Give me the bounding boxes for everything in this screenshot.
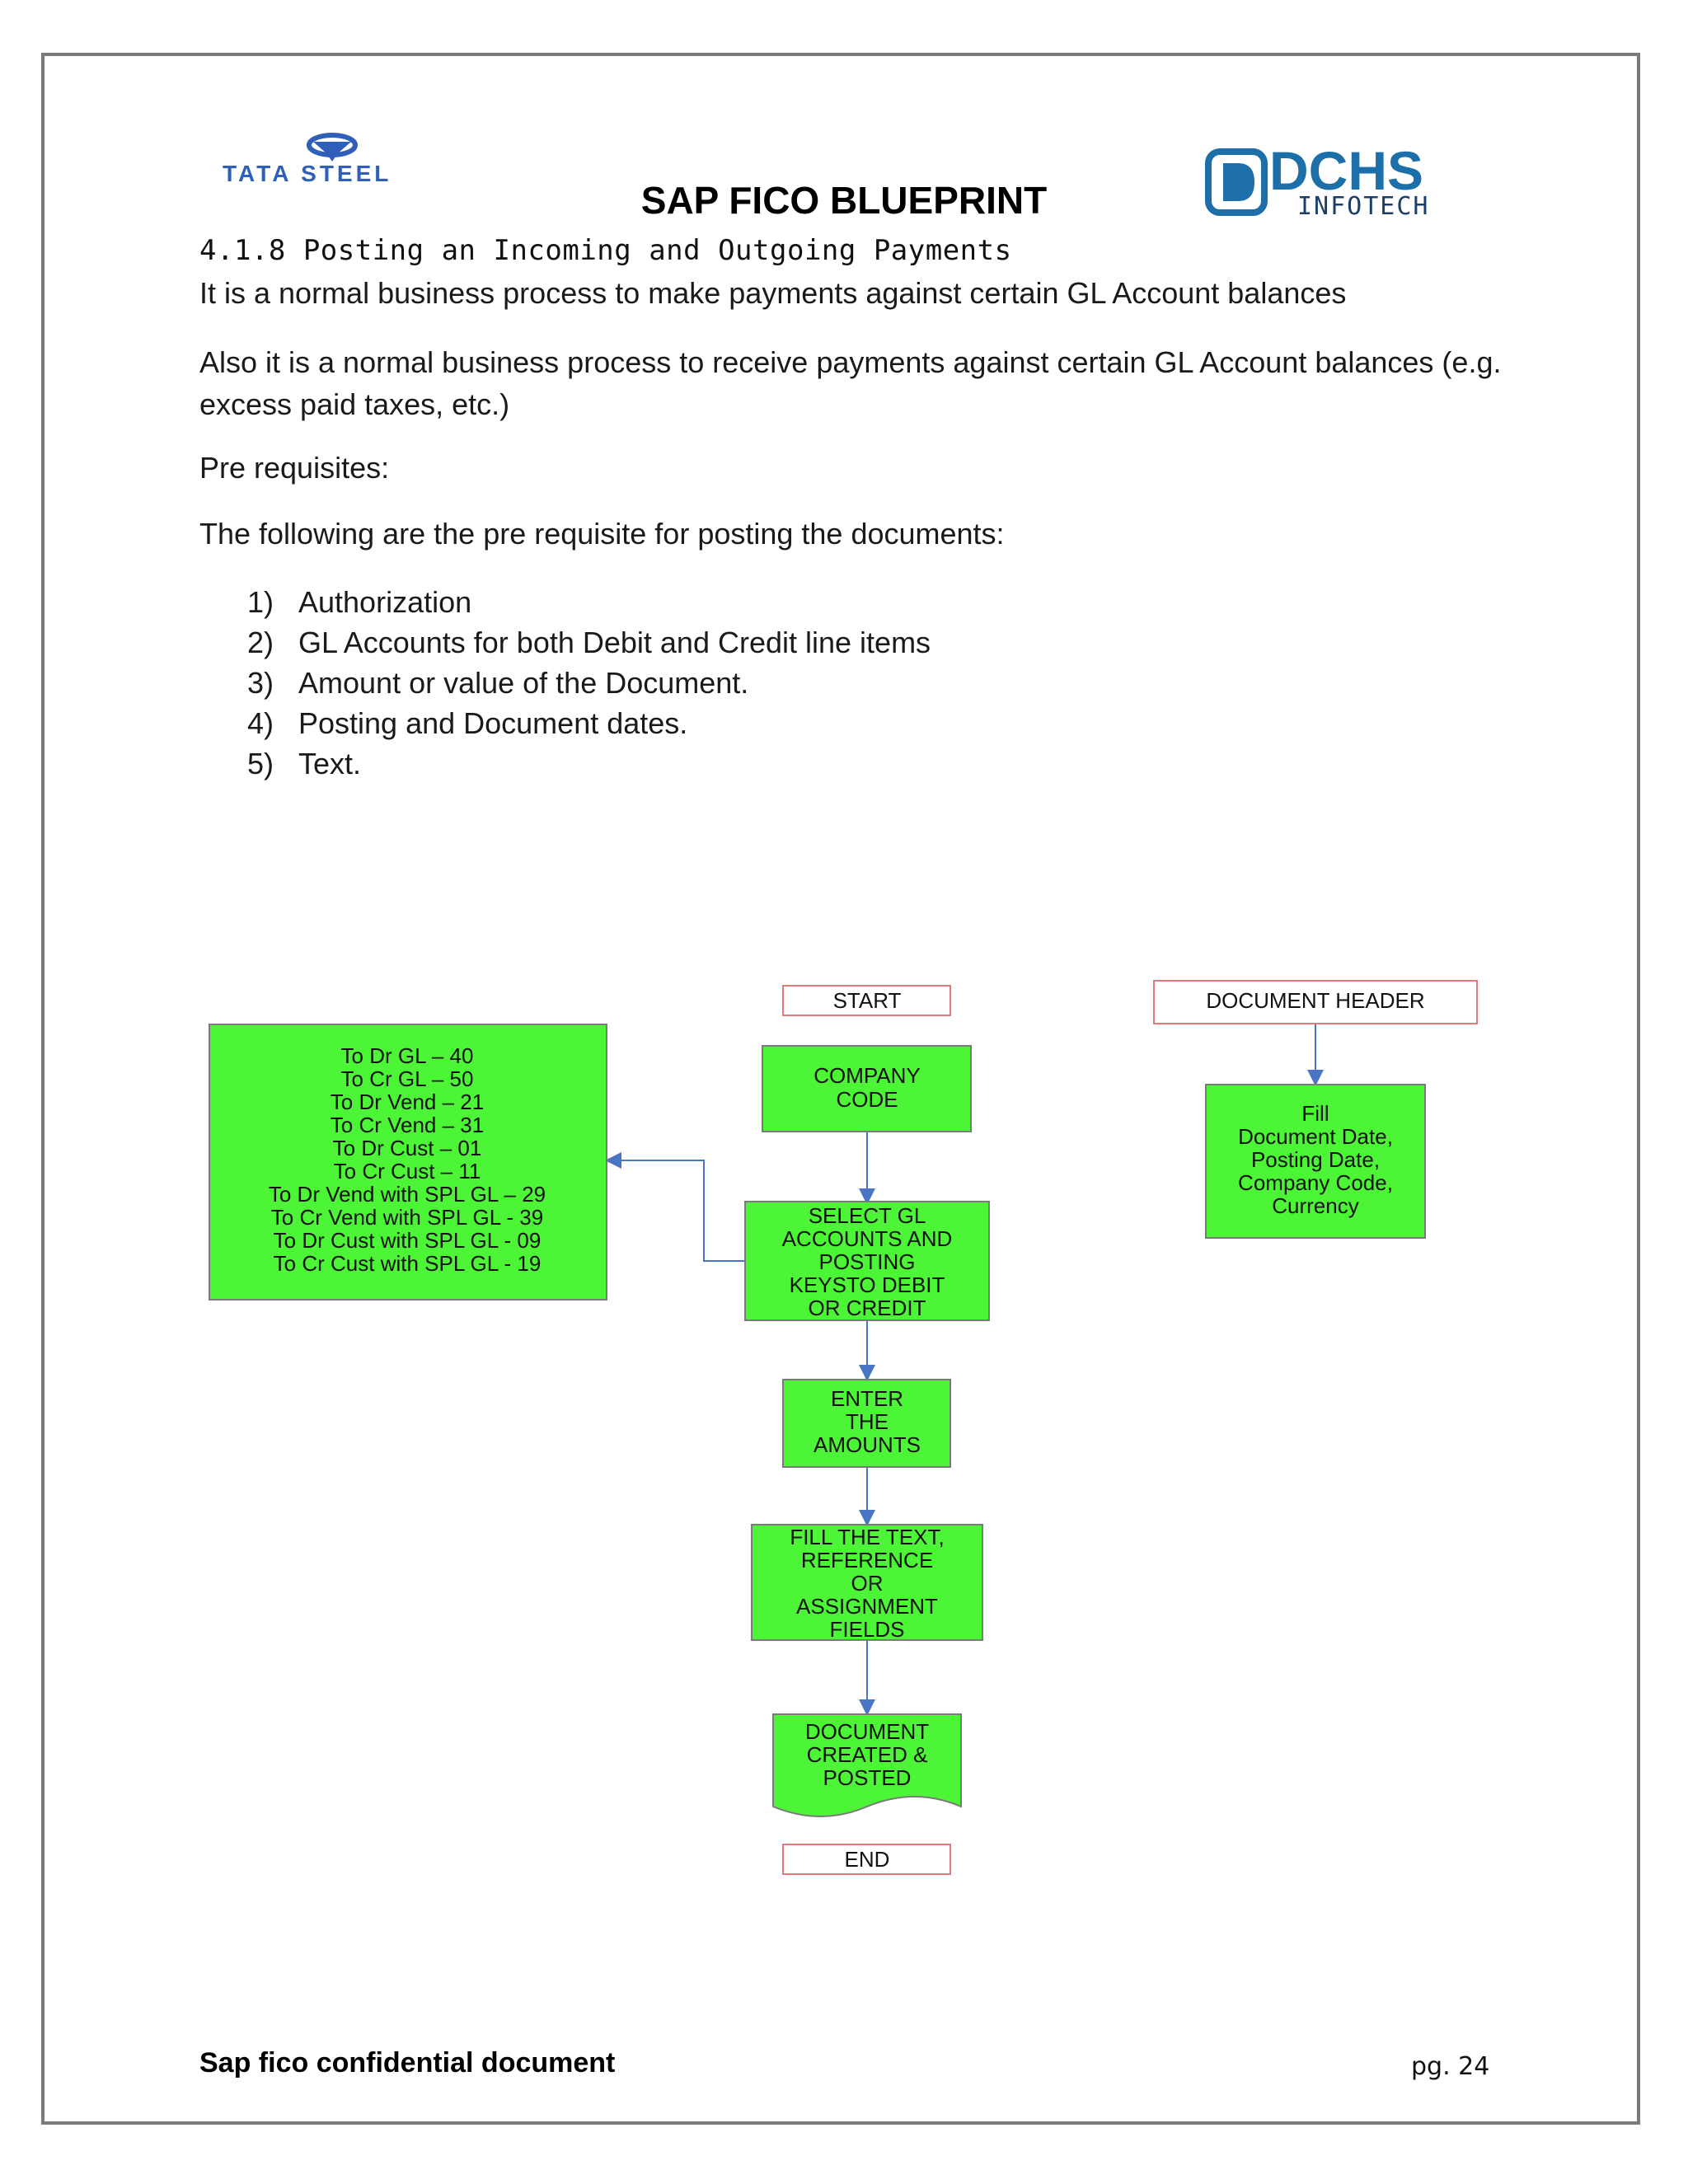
dchs-logo-sub: INFOTECH — [1297, 192, 1430, 219]
posting-key-line: To Dr Cust with SPL GL - 09 — [273, 1228, 542, 1253]
select-gl-line: OR CREDIT — [808, 1296, 926, 1320]
list-text: Posting and Document dates. — [298, 706, 688, 740]
fill-text-line: FIELDS — [829, 1617, 905, 1642]
list-number: 1) — [247, 585, 274, 619]
posting-key-line: To Dr Vend – 21 — [330, 1090, 485, 1114]
footer-confidential: Sap fico confidential document — [199, 2047, 616, 2079]
document-created-line: POSTED — [823, 1765, 912, 1790]
fill-header-line: Currency — [1272, 1193, 1359, 1218]
tata-logo-text: TATA STEEL — [223, 161, 392, 186]
document-created-line: DOCUMENT — [804, 1719, 930, 1744]
posting-keys-box — [209, 1024, 607, 1300]
start-label: START — [832, 988, 902, 1013]
document-header-box — [1154, 981, 1477, 1024]
select-gl-line: ACCOUNTS AND — [781, 1226, 953, 1251]
list-number: 5) — [247, 747, 274, 780]
enter-amounts-line: ENTER — [830, 1386, 904, 1411]
select-gl-box — [745, 1202, 989, 1320]
select-gl-line: SELECT GL — [808, 1203, 926, 1228]
enter-amounts-box — [783, 1380, 950, 1467]
document-created-line: CREATED & — [806, 1742, 928, 1767]
list-number: 3) — [247, 666, 274, 700]
paragraph-prerequisites-label: Pre requisites: — [199, 451, 390, 485]
start-terminal — [783, 986, 950, 1015]
posting-key-line: To Dr Vend with SPL GL – 29 — [268, 1182, 546, 1207]
enter-amounts-line: THE — [846, 1409, 889, 1434]
end-terminal — [783, 1844, 950, 1874]
select-gl-line: POSTING — [818, 1249, 916, 1274]
posting-key-line: To Dr GL – 40 — [340, 1043, 474, 1068]
fill-header-line: Document Date, — [1238, 1124, 1393, 1149]
list-text: Authorization — [298, 585, 472, 619]
dchs-logo-main: DCHS — [1269, 145, 1424, 201]
posting-key-line: To Cr Vend – 31 — [330, 1113, 485, 1137]
list-number: 4) — [247, 706, 274, 740]
fill-header-box — [1206, 1085, 1425, 1238]
list-text: GL Accounts for both Debit and Credit line items — [298, 626, 931, 659]
list-text: Text. — [298, 747, 362, 780]
posting-key-line: To Cr GL – 50 — [340, 1066, 474, 1091]
posting-key-line: To Dr Cust – 01 — [332, 1136, 482, 1160]
enter-amounts-line: AMOUNTS — [814, 1432, 921, 1457]
posting-key-line: To Cr Cust with SPL GL - 19 — [273, 1251, 542, 1276]
fill-header-line: Company Code, — [1238, 1170, 1393, 1195]
fill-header-line: Fill — [1301, 1101, 1329, 1126]
page-number: pg. 24 — [1411, 2052, 1490, 2081]
select-gl-line: KEYSTO DEBIT — [789, 1272, 945, 1297]
section-heading: 4.1.8 Posting an Incoming and Outgoing Payments — [199, 234, 1012, 267]
fill-text-line: ASSIGNMENT — [796, 1594, 938, 1619]
arrow-select-to-keys — [608, 1160, 745, 1261]
posting-key-line: To Cr Cust – 11 — [333, 1159, 481, 1183]
posting-key-line: To Cr Vend with SPL GL - 39 — [270, 1205, 544, 1230]
page-title: SAP FICO BLUEPRINT — [640, 179, 1048, 222]
fill-header-line: Posting Date, — [1250, 1147, 1381, 1172]
paragraph-prerequisites-intro: The following are the pre requisite for posting the documents: — [199, 517, 1005, 551]
paragraph-payments: It is a normal business process to make payments against certain GL Account balances — [199, 276, 1347, 310]
fill-text-line: FILL THE TEXT, — [790, 1525, 945, 1549]
fill-text-line: REFERENCE — [800, 1548, 934, 1572]
document-created-shape — [773, 1714, 961, 1816]
paragraph-receipts: Also it is a normal business process to receive payments against certain GL Account balances (e.g. excess paid taxes, etc.) — [199, 345, 1502, 421]
fill-text-line: OR — [851, 1571, 884, 1596]
end-label: END — [844, 1847, 890, 1872]
company-code-line: COMPANY — [814, 1063, 921, 1088]
list-text: Amount or value of the Document. — [298, 666, 749, 700]
company-code-box — [762, 1046, 971, 1132]
fill-text-box — [752, 1525, 982, 1642]
document-header-label: DOCUMENT HEADER — [1206, 988, 1425, 1013]
list-number: 2) — [247, 626, 274, 659]
company-code-line: CODE — [836, 1087, 898, 1112]
